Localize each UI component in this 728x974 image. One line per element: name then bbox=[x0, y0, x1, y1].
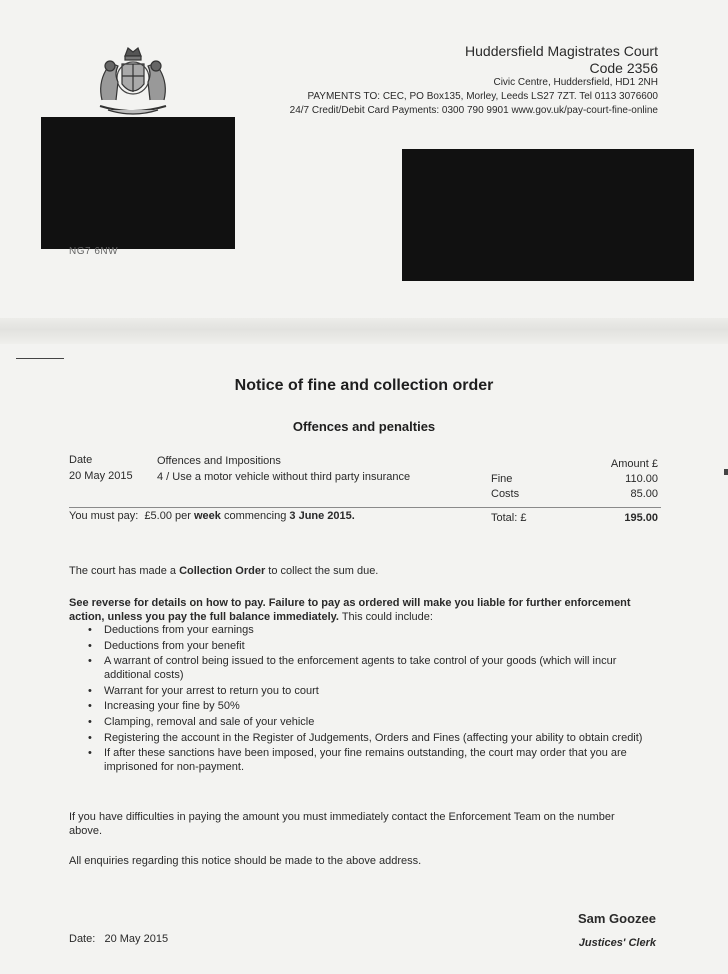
collection-order-text bbox=[69, 565, 378, 577]
fine-label: Fine bbox=[491, 473, 513, 485]
header-offences: Offences and Impositions bbox=[157, 455, 281, 467]
payment-instruction bbox=[69, 510, 355, 522]
list-item: • Registering the account in the Register of Judgements, Orders and Fines (affecting your ability to obtain credit) bbox=[104, 731, 659, 745]
offence-description: 4 / Use a motor vehicle without third party insurance bbox=[157, 471, 411, 483]
header-date: Date bbox=[69, 454, 93, 466]
payment-commencing: commencing bbox=[223, 510, 287, 522]
section-title: Offences and penalties bbox=[292, 419, 436, 434]
list-item: • If after these sanctions have been imposed, your fine remains outstanding, the court may order that you are imprisoned for non-payment. bbox=[104, 746, 659, 774]
court-code: Code 2356 bbox=[589, 60, 658, 76]
collection-prefix: The court has made a bbox=[69, 565, 180, 577]
redacted-address-block bbox=[41, 117, 235, 249]
list-item: • Warrant for your arrest to return you to court bbox=[104, 684, 659, 698]
notice-title: Notice of fine and collection order bbox=[234, 377, 494, 394]
costs-label: Costs bbox=[491, 488, 520, 500]
total-label: Total: £ bbox=[491, 512, 527, 524]
court-name: Huddersfield Magistrates Court bbox=[465, 43, 658, 59]
offence-date: 20 May 2015 bbox=[69, 470, 133, 482]
header-amount: Amount £ bbox=[610, 458, 658, 470]
total-value: 195.00 bbox=[624, 512, 658, 524]
collection-order-bold: Collection Order bbox=[179, 565, 266, 577]
footer-date-label: Date: bbox=[69, 933, 96, 945]
payments-to: PAYMENTS TO: CEC, PO Box135, Morley, Leeds LS27 7ZT. Tel 0113 3076600 bbox=[307, 91, 658, 102]
list-item: • Deductions from your earnings bbox=[104, 623, 659, 637]
signer-title: Justices' Clerk bbox=[578, 937, 656, 949]
royal-crest-icon bbox=[88, 44, 178, 118]
footer-date-value: 20 May 2015 bbox=[104, 933, 169, 945]
payment-warning bbox=[69, 596, 659, 624]
court-address: Civic Centre, Huddersfield, HD1 2NH bbox=[493, 77, 658, 88]
warning-bold: See reverse for details on how to pay. Failure to pay as ordered will make you liable for further enforcement action, unless you pay the full balance immediately. bbox=[69, 597, 631, 623]
list-item: • Deductions from your benefit bbox=[104, 639, 659, 653]
payment-period: week bbox=[194, 510, 221, 522]
edge-mark bbox=[724, 469, 728, 475]
card-payments: 24/7 Credit/Debit Card Payments: 0300 790 9901 www.gov.uk/pay-court-fine-online bbox=[289, 105, 658, 116]
payment-start-date: 3 June 2015. bbox=[289, 510, 355, 522]
address-fragment: NG7 6NW bbox=[69, 246, 119, 257]
consequences-list bbox=[104, 623, 659, 776]
footer-date bbox=[69, 933, 168, 945]
fine-value: 110.00 bbox=[625, 473, 658, 485]
redacted-reference-block bbox=[402, 149, 694, 281]
signer-name: Sam Goozee bbox=[577, 911, 656, 926]
payment-per: per bbox=[175, 510, 191, 522]
difficulties-paragraph: If you have difficulties in paying the amount you must immediately contact the Enforcement Team on the number above. bbox=[69, 811, 615, 837]
list-item: • Clamping, removal and sale of your vehicle bbox=[104, 715, 659, 729]
collection-suffix: to collect the sum due. bbox=[265, 565, 379, 577]
costs-value: 85.00 bbox=[630, 488, 658, 500]
warning-normal: This could include: bbox=[338, 611, 433, 623]
enquiries-paragraph: All enquiries regarding this notice should be made to the above address. bbox=[69, 855, 422, 867]
paper-fold bbox=[0, 318, 728, 344]
list-item: • Increasing your fine by 50% bbox=[104, 699, 659, 713]
table-rule bbox=[69, 507, 661, 508]
payment-prefix: You must pay: bbox=[69, 510, 139, 522]
list-item: • A warrant of control being issued to the enforcement agents to take control of your goods (which will incur additional costs) bbox=[104, 654, 659, 682]
payment-amount: £5.00 bbox=[144, 510, 172, 522]
margin-mark bbox=[16, 358, 64, 359]
